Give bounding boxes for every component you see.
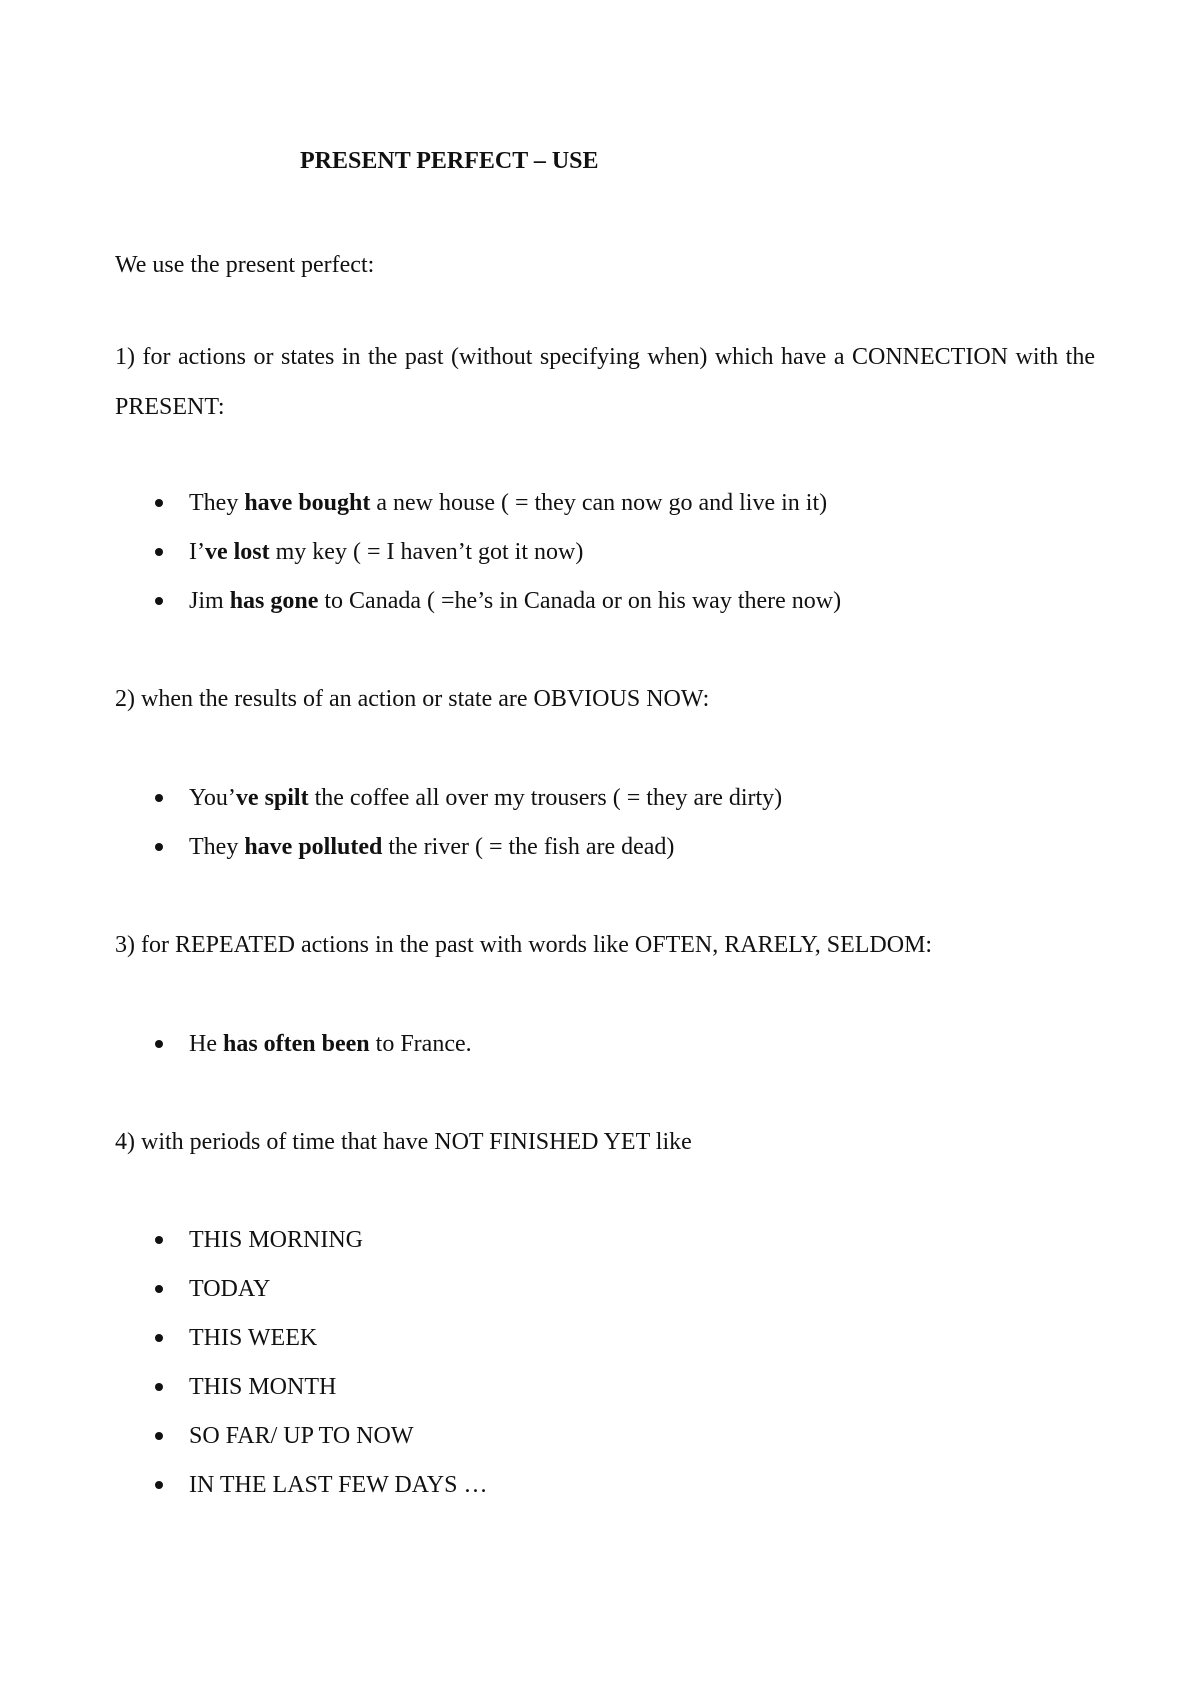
section-1-heading: 1) for actions or states in the past (without specifying when) which have a CONNECTION with the PRESENT:: [115, 344, 1095, 420]
bullet-icon: [155, 1285, 163, 1293]
section-4-heading: 4) with periods of time that have NOT FINISHED YET like: [115, 1129, 692, 1155]
bullet-icon: [155, 794, 163, 802]
section-2-list: [155, 774, 1095, 872]
list-item: They have polluted the river ( = the fish are dead): [155, 823, 1095, 872]
bullet-icon: [155, 597, 163, 605]
intro-text: We use the present perfect:: [115, 252, 375, 278]
list-item: You’ve spilt the coffee all over my trousers ( = they are dirty): [155, 774, 1095, 823]
bullet-icon: [155, 499, 163, 507]
section-4-list: [155, 1216, 1095, 1510]
list-item: I’ve lost my key ( = I haven’t got it now): [155, 528, 1095, 577]
bullet-icon: [155, 1432, 163, 1440]
list-item: THIS WEEK: [155, 1314, 1095, 1363]
bullet-icon: [155, 1236, 163, 1244]
section-3-heading: 3) for REPEATED actions in the past with words like OFTEN, RARELY, SELDOM:: [115, 932, 933, 958]
section-1-list: [155, 479, 1095, 626]
bullet-icon: [155, 1040, 163, 1048]
list-item: THIS MONTH: [155, 1363, 1095, 1412]
document-title: PRESENT PERFECT – USE: [300, 148, 599, 174]
list-item: SO FAR/ UP TO NOW: [155, 1412, 1095, 1461]
bullet-icon: [155, 1481, 163, 1489]
section-2-heading: 2) when the results of an action or state are OBVIOUS NOW:: [115, 686, 710, 712]
list-item: He has often been to France.: [155, 1020, 1095, 1069]
list-item: THIS MORNING: [155, 1216, 1095, 1265]
list-item: Jim has gone to Canada ( =he’s in Canada or on his way there now): [155, 577, 1095, 626]
list-item: IN THE LAST FEW DAYS …: [155, 1461, 1095, 1510]
list-item: They have bought a new house ( = they can now go and live in it): [155, 479, 1095, 528]
bullet-icon: [155, 843, 163, 851]
bullet-icon: [155, 548, 163, 556]
list-item: TODAY: [155, 1265, 1095, 1314]
bullet-icon: [155, 1334, 163, 1342]
bullet-icon: [155, 1383, 163, 1391]
section-3-list: [155, 1020, 1095, 1069]
